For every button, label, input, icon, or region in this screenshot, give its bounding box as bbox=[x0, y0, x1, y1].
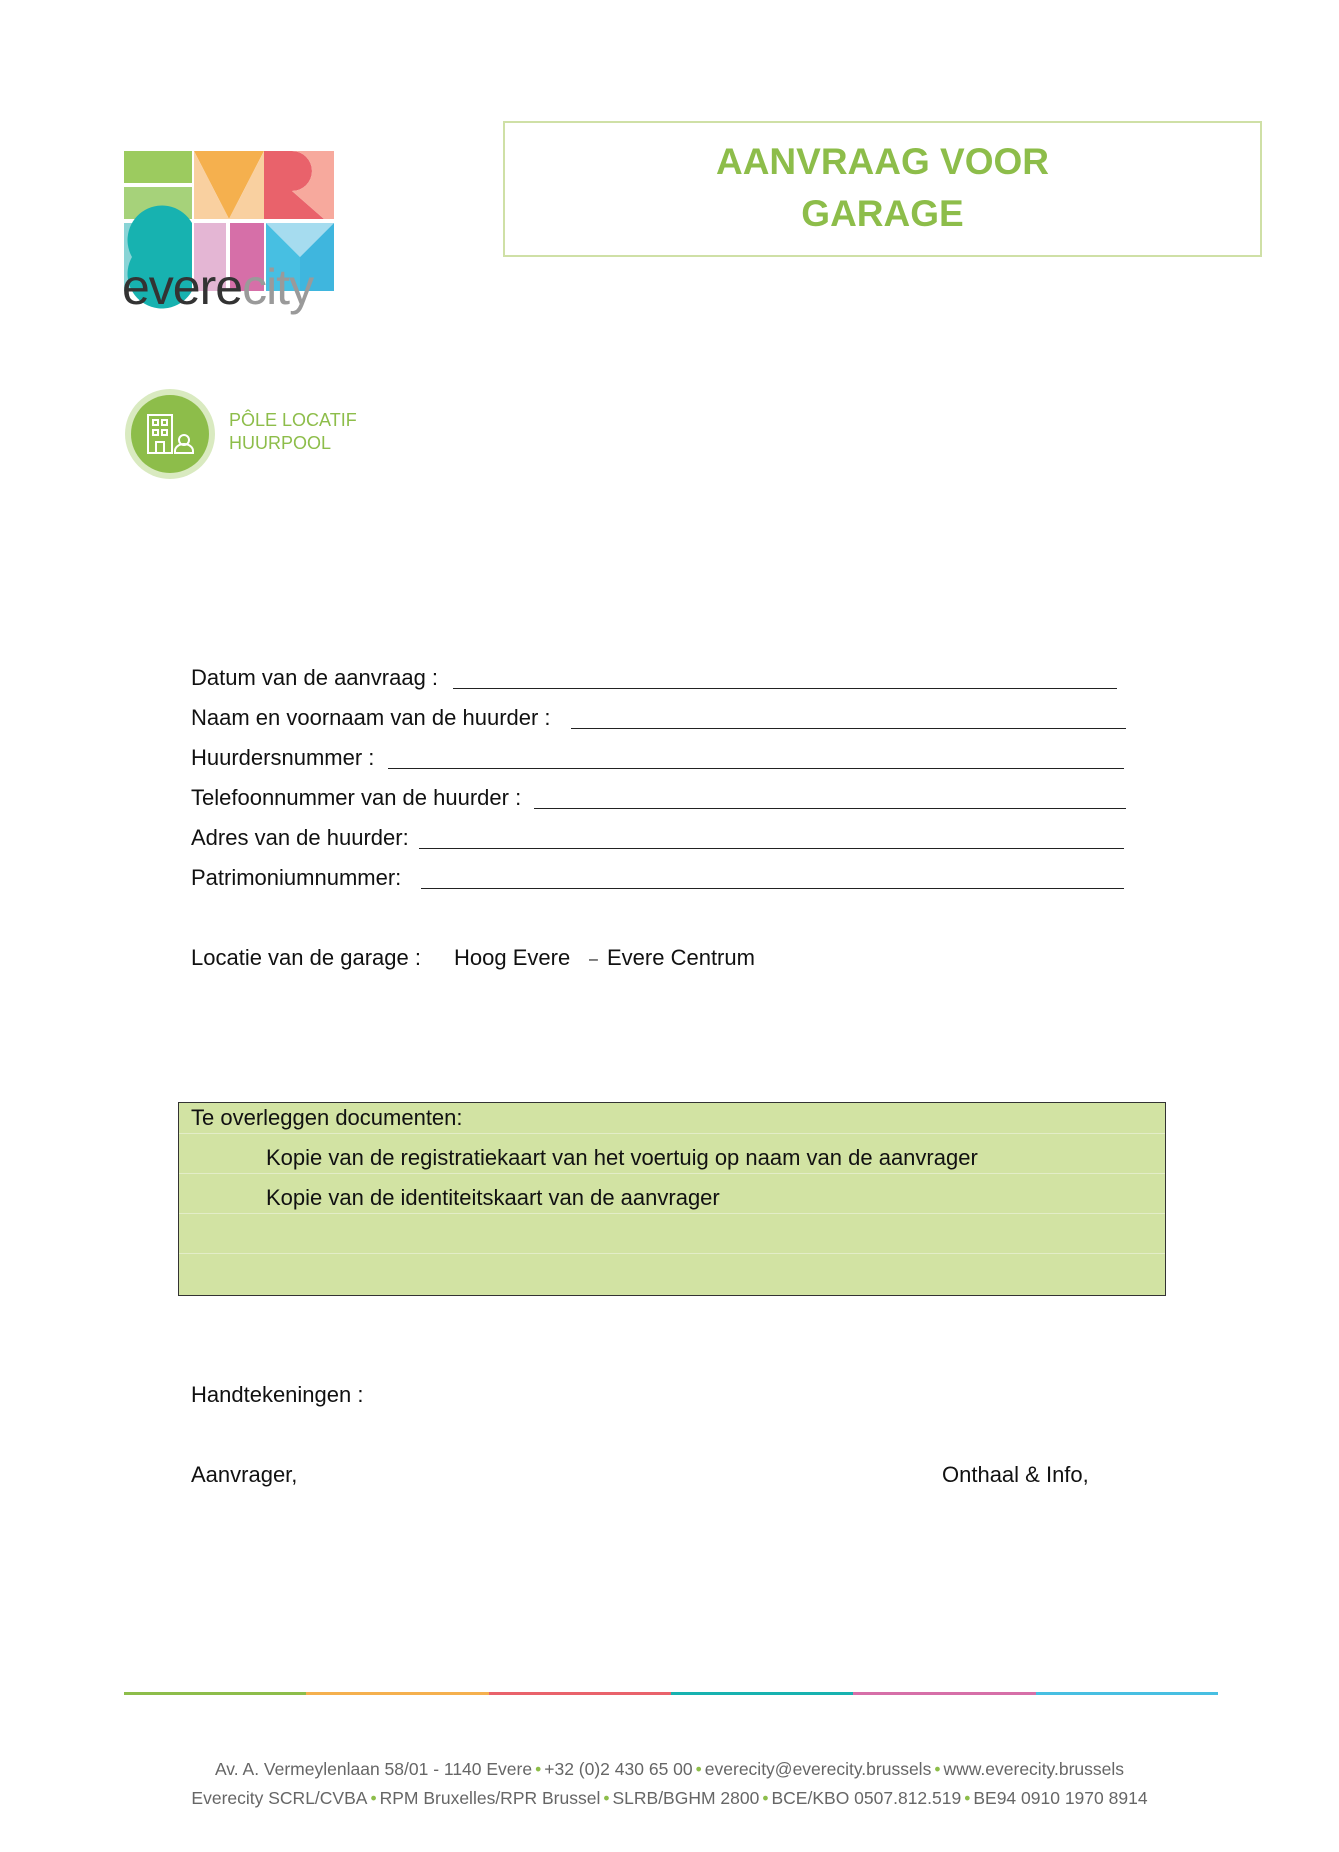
footer-email[interactable]: everecity@everecity.brussels bbox=[704, 1759, 932, 1779]
field-patrimony-label: Patrimoniumnummer: bbox=[191, 865, 402, 890]
pole-label bbox=[229, 409, 357, 455]
field-name-line[interactable] bbox=[571, 728, 1126, 729]
field-phone[interactable] bbox=[191, 784, 1126, 812]
field-date-label: Datum van de aanvraag : bbox=[191, 665, 439, 690]
pole-line-1: PÔLE LOCATIF bbox=[229, 410, 357, 430]
field-name[interactable] bbox=[191, 704, 1126, 732]
location-separator: – bbox=[589, 951, 598, 968]
footer-company: Everecity SCRL/CVBA bbox=[191, 1788, 368, 1808]
field-address[interactable] bbox=[191, 824, 1124, 852]
footer-website[interactable]: www.everecity.brussels bbox=[943, 1759, 1125, 1779]
title-line-1: AANVRAAG VOOR bbox=[715, 141, 1050, 182]
field-name-label: Naam en voornaam van de huurder : bbox=[191, 705, 551, 730]
everecity-wordmark: everecity bbox=[122, 259, 314, 315]
footer-address: Av. A. Vermeylenlaan 58/01 - 1140 Evere bbox=[214, 1759, 533, 1779]
field-patrimony[interactable] bbox=[191, 864, 1124, 892]
footer-phone: +32 (0)2 430 65 00 bbox=[544, 1759, 693, 1779]
signature-applicant: Aanvrager, bbox=[191, 1462, 298, 1487]
document-item: Kopie van de registratiekaart van het voertuig op naam van de aanvrager bbox=[266, 1145, 978, 1170]
field-phone-line[interactable] bbox=[534, 808, 1126, 809]
title-box bbox=[503, 121, 1262, 257]
footer-stripe bbox=[124, 1692, 1218, 1695]
field-tenant-number[interactable] bbox=[191, 744, 1124, 772]
footer-legal: Everecity SCRL/CVBA • RPM Bruxelles/RPR Brussel • SLRB/BGHM 2800 • BCE/KBO 0507.812.519 • BE94 0910 1970 8914 bbox=[191, 1788, 1148, 1808]
signature-reception: Onthaal & Info, bbox=[942, 1462, 1089, 1487]
pole-line-2: HUURPOOL bbox=[229, 433, 332, 453]
signatures-heading: Handtekeningen : bbox=[191, 1382, 364, 1407]
location-option-evere-centrum[interactable]: Evere Centrum bbox=[607, 945, 755, 970]
footer-contact: Av. A. Vermeylenlaan 58/01 - 1140 Evere • +32 (0)2 430 65 00 • everecity@everecity.brussels • www.everecity.brussels bbox=[214, 1759, 1125, 1779]
document-item: Kopie van de identiteitskaart van de aanvrager bbox=[266, 1185, 720, 1210]
field-tenant-number-label: Huurdersnummer : bbox=[191, 745, 375, 770]
building-person-icon bbox=[124, 388, 216, 480]
footer-iban: BE94 0910 1970 8914 bbox=[973, 1788, 1148, 1808]
field-date-line[interactable] bbox=[453, 688, 1117, 689]
title-line-2: GARAGE bbox=[801, 193, 964, 234]
field-address-label: Adres van de huurder: bbox=[191, 825, 409, 850]
field-tenant-number-line[interactable] bbox=[388, 768, 1124, 769]
footer-slrb: SLRB/BGHM 2800 bbox=[612, 1788, 760, 1808]
documents-heading: Te overleggen documenten: bbox=[191, 1105, 463, 1130]
field-date[interactable] bbox=[191, 664, 1117, 692]
location-label: Locatie van de garage : bbox=[191, 945, 421, 970]
footer-rpm: RPM Bruxelles/RPR Brussel bbox=[379, 1788, 601, 1808]
location-option-hoog-evere[interactable]: Hoog Evere bbox=[454, 945, 571, 970]
documents-box bbox=[178, 1102, 1166, 1296]
location-row bbox=[191, 944, 791, 972]
footer-bce: BCE/KBO 0507.812.519 bbox=[771, 1788, 962, 1808]
field-address-line[interactable] bbox=[419, 848, 1124, 849]
field-phone-label: Telefoonnummer van de huurder : bbox=[191, 785, 522, 810]
field-patrimony-line[interactable] bbox=[421, 888, 1124, 889]
